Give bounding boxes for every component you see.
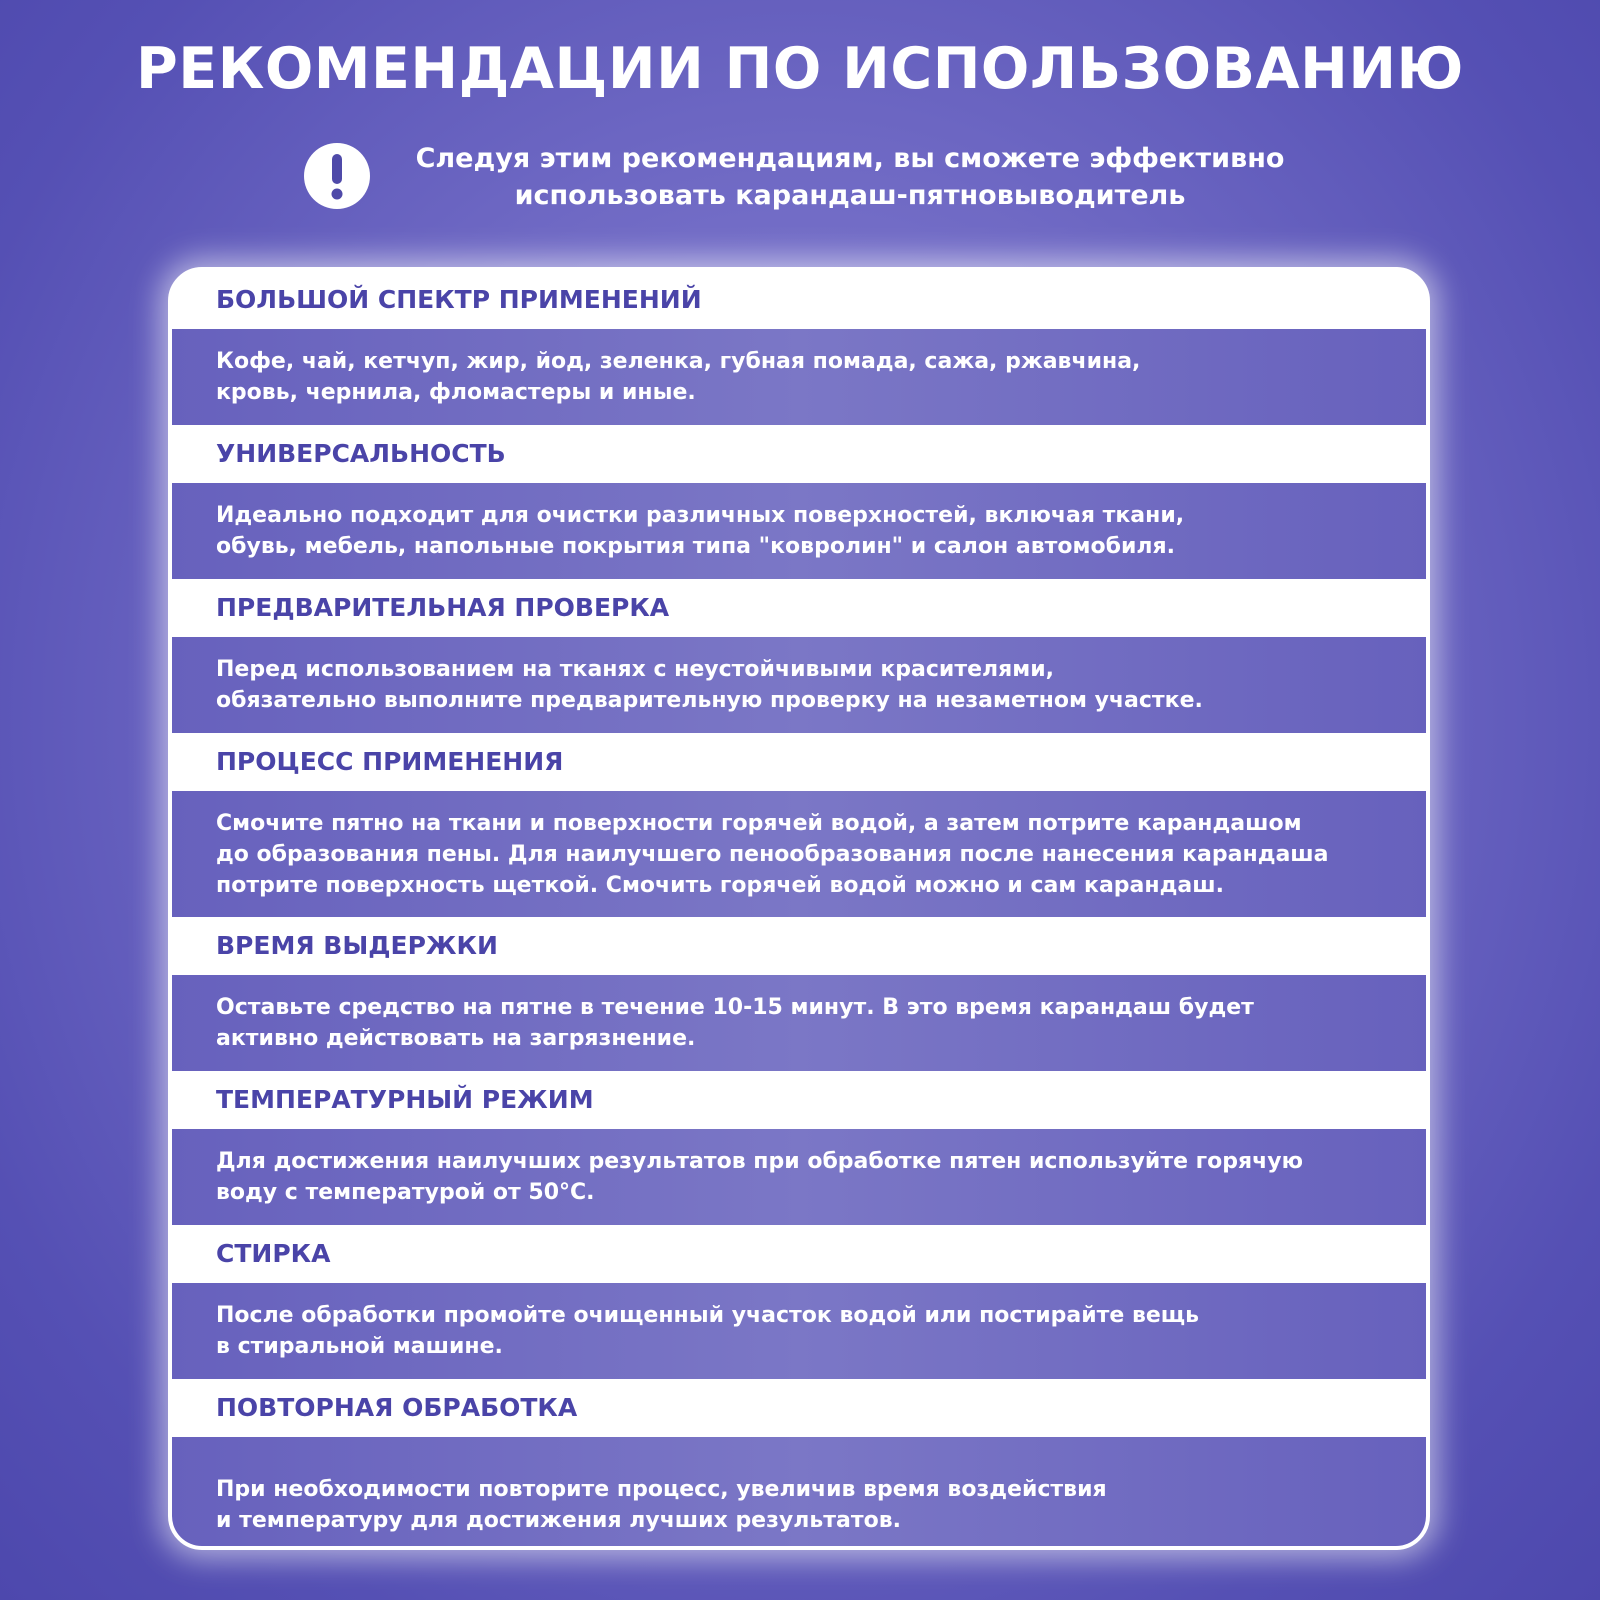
body-line: После обработки промойте очищенный участок водой или постирайте вещь — [216, 1303, 1200, 1328]
section-heading: ТЕМПЕРАТУРНЫЙ РЕЖИМ — [216, 1085, 594, 1114]
body-line: активно действовать на загрязнение. — [216, 1026, 696, 1051]
section-temperature — [172, 1071, 1426, 1225]
section-heading: ПРОЦЕСС ПРИМЕНЕНИЯ — [216, 747, 564, 776]
body-line: в стиральной машине. — [216, 1334, 503, 1359]
body-line: Для достижения наилучших результатов при обработке пятен используйте горячую — [216, 1149, 1303, 1174]
body-line: Кофе, чай, кетчуп, жир, йод, зеленка, губная помада, сажа, ржавчина, — [216, 349, 1141, 374]
body-line: кровь, чернила, фломастеры и иные. — [216, 380, 696, 405]
section-heading: ПОВТОРНАЯ ОБРАБОТКА — [216, 1393, 578, 1422]
section-range — [172, 271, 1426, 425]
section-exposure-time — [172, 917, 1426, 1071]
section-body — [172, 791, 1426, 917]
section-repeat — [172, 1379, 1426, 1550]
section-body — [172, 1437, 1426, 1550]
body-line: до образования пены. Для наилучшего пенообразования после нанесения карандаша — [216, 841, 1329, 867]
intro-line: Следуя этим рекомендациям, вы сможете эффективно — [415, 143, 1285, 174]
section-heading: УНИВЕРСАЛЬНОСТЬ — [216, 439, 506, 468]
section-heading: БОЛЬШОЙ СПЕКТР ПРИМЕНЕНИЙ — [216, 285, 702, 314]
section-body — [172, 1283, 1426, 1379]
section-universality — [172, 425, 1426, 579]
body-line: потрите поверхность щеткой. Смочить горячей водой можно и сам карандаш. — [216, 872, 1224, 898]
recommendations-card — [168, 267, 1430, 1550]
section-body — [172, 975, 1426, 1071]
section-body — [172, 483, 1426, 579]
body-line: воду с температурой от 50°С. — [216, 1180, 595, 1205]
section-process — [172, 733, 1426, 917]
body-line: Оставьте средство на пятне в течение 10-15 минут. В это время карандаш будет — [216, 995, 1254, 1020]
body-line: При необходимости повторите процесс, увеличив время воздействия — [216, 1476, 1107, 1502]
section-pretest — [172, 579, 1426, 733]
section-washing — [172, 1225, 1426, 1379]
exclamation-icon — [303, 142, 371, 210]
section-body — [172, 329, 1426, 425]
body-line: Перед использованием на тканях с неустойчивыми красителями, — [216, 657, 1054, 682]
intro-line: использовать карандаш-пятновыводитель — [514, 180, 1186, 211]
section-heading: СТИРКА — [216, 1239, 331, 1268]
intro-note — [300, 140, 1320, 220]
section-body — [172, 1129, 1426, 1225]
section-heading: ПРЕДВАРИТЕЛЬНАЯ ПРОВЕРКА — [216, 593, 670, 622]
body-line: Идеально подходит для очистки различных поверхностей, включая ткани, — [216, 503, 1185, 528]
section-heading: ВРЕМЯ ВЫДЕРЖКИ — [216, 931, 498, 960]
body-line: обувь, мебель, напольные покрытия типа "ковролин" и салон автомобиля. — [216, 534, 1175, 559]
body-line: и температуру для достижения лучших результатов. — [216, 1507, 901, 1533]
body-line: Смочите пятно на ткани и поверхности горячей водой, а затем потрите карандашом — [216, 810, 1302, 836]
page-title: РЕКОМЕНДАЦИИ ПО ИСПОЛЬЗОВАНИЮ — [136, 36, 1464, 102]
body-line: обязательно выполните предварительную проверку на незаметном участке. — [216, 688, 1203, 713]
intro-text — [380, 140, 1320, 214]
section-body — [172, 637, 1426, 733]
